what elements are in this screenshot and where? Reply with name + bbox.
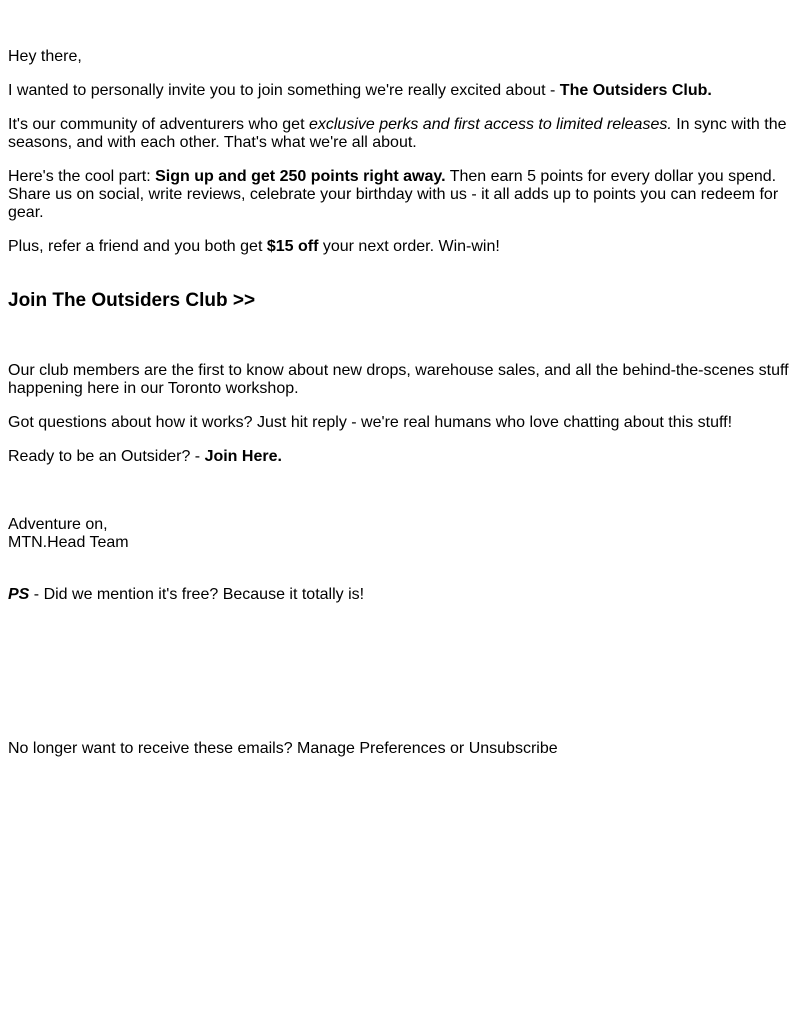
community-paragraph <box>8 116 792 152</box>
manage-preferences-link[interactable]: Manage Preferences <box>297 740 446 757</box>
join-here-link[interactable]: Join Here. <box>204 448 282 465</box>
signoff-line2: MTN.Head Team <box>8 534 129 551</box>
referral-bold: $15 off <box>266 238 319 255</box>
referral-text-after: your next order. Win-win! <box>318 238 500 255</box>
community-emphasis: exclusive perks and first access to limited releases. <box>308 116 672 133</box>
points-text-before: Here's the cool part: <box>8 168 156 185</box>
points-bold: Sign up and get 250 points right away. <box>155 168 446 185</box>
ready-paragraph <box>8 448 792 466</box>
points-text-after: Then earn 5 points for every dollar you spend. Share us on social, write reviews, celebrate your birthday with us - it all adds up to points you can redeem for gear. <box>8 168 779 221</box>
footer-or: or <box>445 740 469 757</box>
signoff-line1: Adventure on, <box>8 516 108 533</box>
footer-text: No longer want to receive these emails? <box>8 740 298 757</box>
footer <box>8 740 792 758</box>
referral-paragraph <box>8 238 792 256</box>
referral-text-before: Plus, refer a friend and you both get <box>8 238 267 255</box>
questions-paragraph: Got questions about how it works? Just hit reply - we're real humans who love chatting about this stuff! <box>8 414 733 431</box>
signoff <box>8 516 792 552</box>
ps-label: PS <box>8 586 30 603</box>
unsubscribe-link[interactable]: Unsubscribe <box>468 740 558 757</box>
ps-text: - Did we mention it's free? Because it totally is! <box>29 586 365 603</box>
ps-paragraph <box>8 586 792 604</box>
join-club-button[interactable]: Join The Outsiders Club >> <box>8 290 256 311</box>
club-name: The Outsiders Club. <box>559 82 712 99</box>
community-text-before: It's our community of adventurers who get <box>8 116 309 133</box>
points-paragraph <box>8 168 792 222</box>
cta-wrapper <box>8 290 792 312</box>
greeting: Hey there, <box>8 48 82 65</box>
members-info-paragraph: Our club members are the first to know about new drops, warehouse sales, and all the behind-the-scenes stuff happening here in our Toronto workshop. <box>8 362 789 397</box>
invite-text: I wanted to personally invite you to join something we're really excited about - <box>8 82 560 99</box>
ready-text: Ready to be an Outsider? - <box>8 448 205 465</box>
community-text-after: In sync with the seasons, and with each other. That's what we're all about. <box>8 116 787 151</box>
invite-paragraph <box>8 82 792 100</box>
